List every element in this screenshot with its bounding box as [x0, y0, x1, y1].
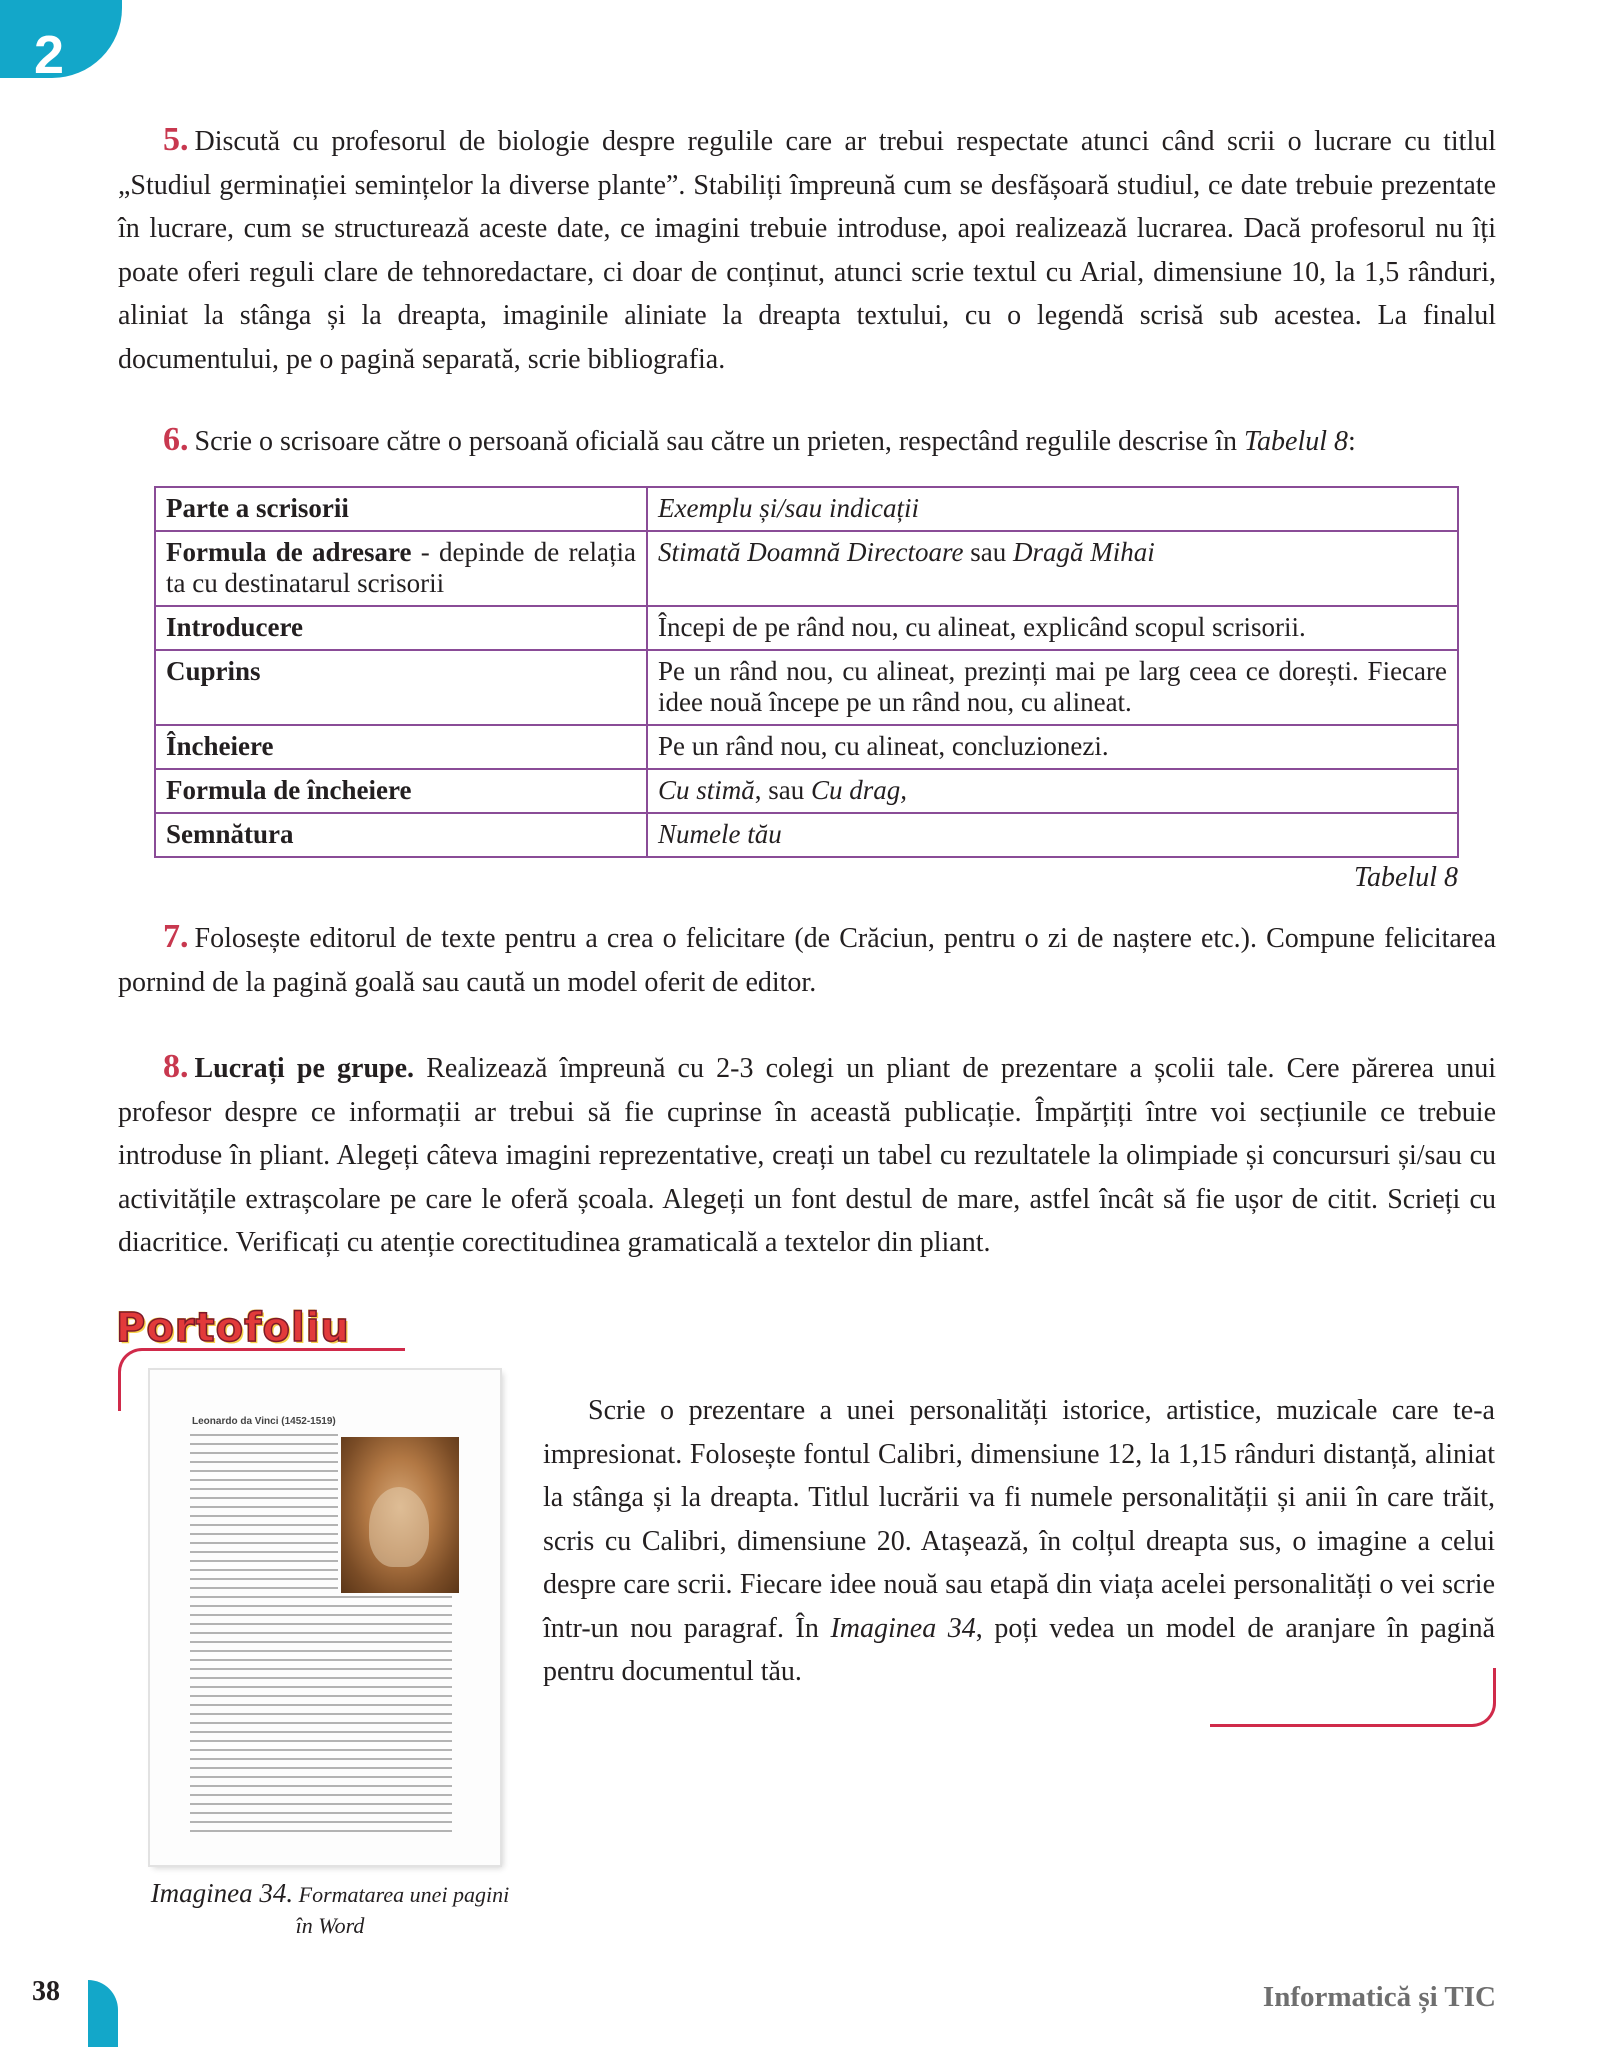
chapter-number: 2 [34, 25, 65, 85]
portfolio-image-ref: Imaginea 34 [830, 1612, 976, 1644]
table-header-row [155, 487, 1458, 531]
table-cell-example: Începi de pe rând nou, cu alineat, explicând scopul scrisorii. [647, 606, 1458, 650]
exercise-8 [118, 1045, 1496, 1265]
letter-rules-table [154, 486, 1459, 858]
thumbnail-title: Leonardo da Vinci (1452-1519) [192, 1416, 336, 1427]
table-cell-example: Stimată Doamnă Directoare sau Dragă Mihai [647, 531, 1458, 606]
exercise-6-text: Scrie o scrisoare către o persoană oficială sau către un prieten, respectând regulile descrise în [194, 426, 1245, 457]
table-cell-example: Numele tău [647, 813, 1458, 857]
table-row [155, 813, 1458, 857]
exercise-8-text: Realizează împreună cu 2-3 colegi un pliant de prezentare a școlii tale. Cere părerea unui profesor despre ce informații ar trebui să fie cuprinse în această publicație. Împărțiți între voi secțiunile ce trebuie introduse în pliant. Alegeți câteva imagini reprezentative, creați un tabel cu rezultatele la olimpiade și concursuri și/sau cu activitățile extrașcolare pe care le oferă școala. Alegeți un font destul de mare, astfel încât să fie ușor de citit. Scrieți cu diacritice. Verificați cu atenție corectitudinea gramaticală a textelor din pliant. [118, 1053, 1497, 1258]
exercise-5-number: 5. [163, 121, 189, 158]
table-row [155, 531, 1458, 606]
portfolio-text: Scrie o prezentare a unei personalități istorice, artistice, muzicale care te-a impresionat. Folosește fontul Calibri, dimensiune 12, la 1,15 rânduri distanță, aliniat la stânga și la dreapta. Titlul lucrării va fi numele personalității și anii în care trăit, scris cu Calibri, dimensiune 20. Atașează, în colțul dreapta sus, o imagine a celui despre care scrii. Fiecare idee nouă sau etapă din viața acelei personalități o vei scrie într-un nou paragraf. În Imaginea 34, poți vedea un model de aranjare în pagină pentru documentul tău. [543, 1395, 1495, 1687]
table-cell-part: Încheiere [155, 725, 647, 769]
table-cell-part: Formula de adresare - depinde de relația ta cu destinatarul scrisorii [155, 531, 647, 606]
table-row [155, 606, 1458, 650]
table-cell-example: Cu stimă, sau Cu drag, [647, 769, 1458, 813]
portrait-image [338, 1434, 462, 1596]
table-header-example: Exemplu și/sau indicații [647, 487, 1458, 531]
word-page-thumbnail [150, 1370, 500, 1865]
exercise-5-text: Discută cu profesorul de biologie despre regulile care ar trebui respectate atunci când scrii o lucrare cu titlul „Studiul germinației semințelor la diverse plante”. Stabiliți împreună cum se desfășoară studiul, ce date trebuie prezentate în lucrare, cum se structurează aceste date, ce imagini trebuie introduse, apoi realizează lucrarea. Dacă profesorul nu îți poate oferi reguli clare de tehnoredactare, ci doar de conținut, atunci scrie textul cu Arial, dimensiune 10, la 1,5 rânduri, aliniat la stânga și la dreapta, imaginile aliniate la dreapta textului, cu o legendă scrisă sub acestea. La finalul documentului, pe o pagină separată, scrie bibliografia. [118, 126, 1496, 375]
exercise-6-colon: : [1348, 426, 1356, 457]
table-cell-part: Formula de încheiere [155, 769, 647, 813]
table-cell-part: Introducere [155, 606, 647, 650]
table-header-part: Parte a scrisorii [155, 487, 647, 531]
page-number: 38 [32, 1976, 60, 2007]
exercise-7-text: Folosește editorul de texte pentru a crea o felicitare (de Crăciun, pentru o zi de naștere etc.). Compune felicitarea pornind de la pagină goală sau caută un model oferit de editor. [118, 923, 1496, 998]
exercise-6-table-ref: Tabelul 8 [1244, 426, 1349, 457]
image-caption [140, 1878, 520, 1941]
table-cell-example: Pe un rând nou, cu alineat, prezinți mai pe larg ceea ce dorești. Fiecare idee nouă începe pe un rând nou, cu alineat. [647, 650, 1458, 725]
exercise-8-number: 8. [163, 1048, 189, 1085]
portfolio-logo: Portofoliu [116, 1305, 350, 1351]
exercise-6 [118, 418, 1496, 464]
exercise-7-number: 7. [163, 918, 189, 955]
table-row [155, 725, 1458, 769]
image-caption-lead: Imaginea 34. [150, 1878, 294, 1908]
table-row [155, 769, 1458, 813]
exercise-6-number: 6. [163, 421, 189, 458]
table-cell-part: Cuprins [155, 650, 647, 725]
table-caption: Tabelul 8 [1354, 862, 1458, 893]
book-title: Informatică și TIC [1262, 1981, 1496, 2013]
table-cell-example: Pe un rând nou, cu alineat, concluzionezi. [647, 725, 1458, 769]
image-caption-rest: Formatarea unei pagini în Word [293, 1882, 510, 1938]
exercise-7 [118, 915, 1496, 1004]
exercise-5 [118, 118, 1496, 381]
table-row [155, 650, 1458, 725]
exercise-8-bold: Lucrați pe grupe. [194, 1053, 415, 1084]
table-cell-part: Semnătura [155, 813, 647, 857]
